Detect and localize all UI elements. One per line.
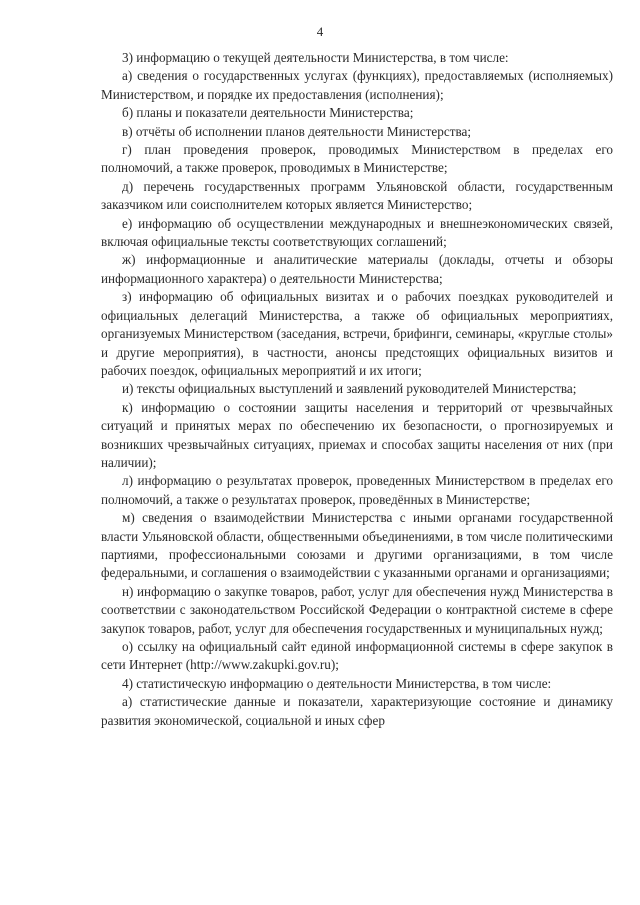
paragraph-item-3g: г) план проведения проверок, проводимых Министерством в пределах его полномочий, а также проверок, проводимых в Министерстве;: [101, 142, 613, 176]
paragraph-item-3d: д) перечень государственных программ Ульяновской области, государственным заказчиком или соисполнителем которых является Министерство;: [101, 178, 613, 213]
paragraph-item-3l: л) информацию о результатах проверок, проведенных Министерством в пределах его полномочий, а также о результатах проверок, проведённых в Министерстве;: [101, 473, 613, 507]
paragraph-item-3m: м) сведения о взаимодействии Министерства с иными органами государственной власти Ульяновской области, общественными объединениями, в том числе политическими партиями, профессиональными союзами и другими организациями, в том числе федеральными, и соглашения о взаимодействии с указанными органами и организациями;: [101, 510, 613, 581]
paragraph-item-3v: в) отчёты об исполнении планов деятельности Министерства;: [122, 123, 472, 139]
paragraph-item-3zh: ж) информационные и аналитические материалы (доклады, отчеты и обзоры информационного характера) о деятельности Министерства;: [101, 252, 613, 286]
paragraph-item-3o: о) ссылку на официальный сайт единой информационной системы в сфере закупок в сети Интернет (http://www.zakupki.gov.ru);: [101, 639, 613, 673]
paragraph-item-3k: к) информацию о состоянии защиты населения и территорий от чрезвычайных ситуаций и принятых мерах по обеспечению их безопасности, о прогнозируемых и возникших чрезвычайных ситуациях, приемах и способах защиты населения от них (при наличии);: [101, 399, 613, 470]
paragraph-item-3n: н) информацию о закупке товаров, работ, услуг для обеспечения нужд Министерства в соответствии с законодательством Российской Федерации о контрактной системе в сфере закупок товаров, работ, услуг для обеспечения государственных и муниципальных нужд;: [101, 583, 613, 636]
paragraph-item-3i: и) тексты официальных выступлений и заявлений руководителей Министерства;: [122, 381, 577, 397]
paragraph-item-4a: а) статистические данные и показатели, характеризующие состояние и динамику развития экономической, социальной и иных сфер: [101, 694, 613, 728]
paragraph-item-3a: а) сведения о государственных услугах (функциях), предоставляемых (исполняемых) Министерством, и порядке их предоставления (исполнения);: [101, 68, 613, 102]
document-body: [101, 49, 613, 730]
page-number: 4: [316, 24, 324, 39]
paragraph-item-4: 4) статистическую информацию о деятельности Министерства, в том числе:: [122, 675, 552, 691]
paragraph-item-3e: е) информацию об осуществлении международных и внешнеэкономических связей, включая официальные тексты соответствующих соглашений;: [101, 215, 613, 250]
paragraph-item-3: 3) информацию о текущей деятельности Министерства, в том числе:: [122, 50, 509, 65]
paragraph-item-3b: б) планы и показатели деятельности Министерства;: [122, 105, 414, 121]
paragraph-item-3z: з) информацию об официальных визитах и о рабочих поездках руководителей и официальных делегаций Министерства, а также об официальных мероприятиях, организуемых Министерством (заседания, встречи, брифинги, семинары, «круглые столы» и другие мероприятия), в частности, анонсы предстоящих официальных визитов и рабочих поездок, официальных мероприятий и их итоги;: [101, 289, 613, 378]
